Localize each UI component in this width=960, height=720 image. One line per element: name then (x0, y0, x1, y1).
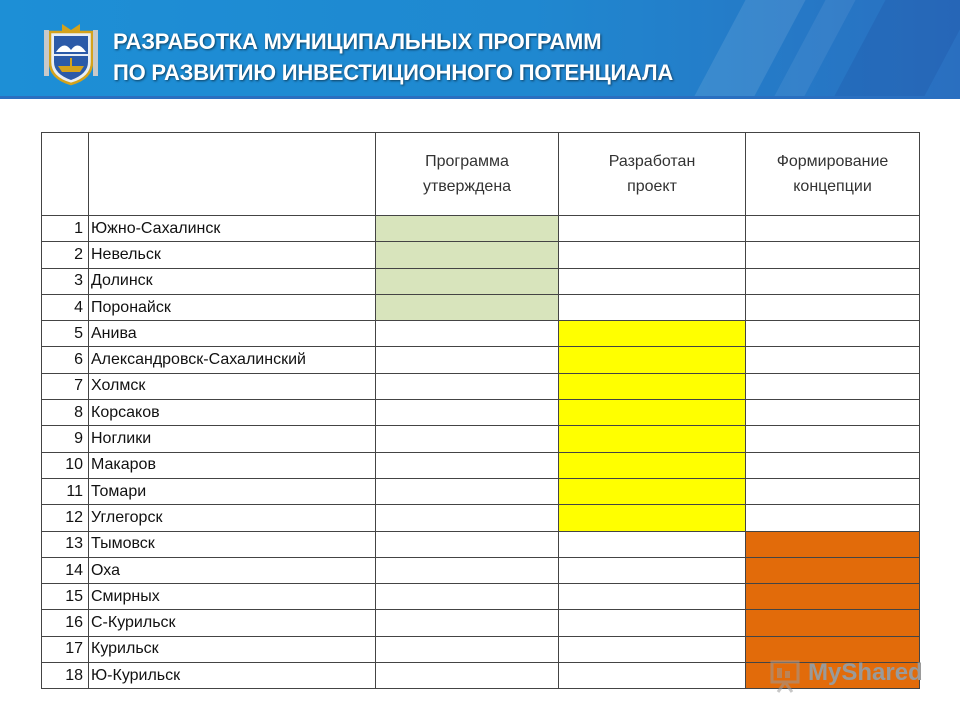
status-cell-approved (376, 373, 559, 399)
page-title (113, 26, 673, 88)
table-row (42, 400, 920, 426)
status-cell-concept (746, 294, 920, 320)
row-number: 12 (42, 505, 89, 531)
status-cell-approved (376, 452, 559, 478)
status-cell-approved (376, 663, 559, 689)
watermark-text: MyShared (808, 659, 923, 686)
status-cell-concept (746, 478, 920, 504)
table-header-row (42, 133, 920, 216)
table-row (42, 347, 920, 373)
status-cell-draft (559, 321, 746, 347)
header-cell-number (42, 133, 89, 216)
row-number: 18 (42, 663, 89, 689)
municipality-name: Тымовск (89, 531, 376, 557)
municipality-name: Макаров (89, 452, 376, 478)
status-cell-concept (746, 321, 920, 347)
municipality-name: Корсаков (89, 400, 376, 426)
row-number: 15 (42, 584, 89, 610)
status-cell-approved (376, 505, 559, 531)
row-number: 14 (42, 557, 89, 583)
header-cell-concept (746, 133, 920, 216)
status-cell-concept (746, 610, 920, 636)
status-cell-draft (559, 663, 746, 689)
table-row (42, 610, 920, 636)
status-cell-approved (376, 531, 559, 557)
decorative-stripe (834, 0, 960, 96)
header-divider (0, 96, 960, 99)
status-cell-draft (559, 531, 746, 557)
table-row (42, 373, 920, 399)
row-number: 5 (42, 321, 89, 347)
status-cell-concept (746, 216, 920, 242)
status-cell-draft (559, 347, 746, 373)
status-cell-draft (559, 505, 746, 531)
header-cell-draft (559, 133, 746, 216)
table-row (42, 268, 920, 294)
status-cell-concept (746, 242, 920, 268)
table-row (42, 505, 920, 531)
municipality-name: Смирных (89, 584, 376, 610)
status-cell-concept (746, 400, 920, 426)
header-label-draft: Разработан проект (608, 153, 696, 195)
municipality-name: Ю-Курильск (89, 663, 376, 689)
table-row (42, 321, 920, 347)
status-cell-draft (559, 610, 746, 636)
status-cell-approved (376, 216, 559, 242)
status-cell-concept (746, 268, 920, 294)
status-cell-draft (559, 426, 746, 452)
status-cell-concept (746, 347, 920, 373)
row-number: 17 (42, 636, 89, 662)
title-line-1: РАЗРАБОТКА МУНИЦИПАЛЬНЫХ ПРОГРАММ (113, 29, 602, 54)
status-cell-concept (746, 557, 920, 583)
table-row (42, 242, 920, 268)
status-cell-draft (559, 584, 746, 610)
table-row (42, 452, 920, 478)
row-number: 7 (42, 373, 89, 399)
row-number: 4 (42, 294, 89, 320)
row-number: 3 (42, 268, 89, 294)
municipality-name: Курильск (89, 636, 376, 662)
status-cell-draft (559, 636, 746, 662)
row-number: 2 (42, 242, 89, 268)
municipality-name: Углегорск (89, 505, 376, 531)
row-number: 6 (42, 347, 89, 373)
status-cell-concept (746, 531, 920, 557)
row-number: 13 (42, 531, 89, 557)
status-cell-draft (559, 400, 746, 426)
status-cell-approved (376, 610, 559, 636)
status-cell-approved (376, 584, 559, 610)
row-number: 11 (42, 478, 89, 504)
municipality-name: Ноглики (89, 426, 376, 452)
status-cell-draft (559, 557, 746, 583)
municipality-name: Холмск (89, 373, 376, 399)
municipality-name: Поронайск (89, 294, 376, 320)
municipality-name: С-Курильск (89, 610, 376, 636)
row-number: 10 (42, 452, 89, 478)
status-cell-approved (376, 636, 559, 662)
status-cell-draft (559, 294, 746, 320)
municipality-name: Анива (89, 321, 376, 347)
table-row (42, 584, 920, 610)
status-cell-approved (376, 426, 559, 452)
status-cell-approved (376, 347, 559, 373)
status-cell-concept (746, 452, 920, 478)
header-label-approved: Программа утверждена (422, 153, 512, 195)
header-cell-approved (376, 133, 559, 216)
status-cell-draft (559, 216, 746, 242)
row-number: 1 (42, 216, 89, 242)
table-row (42, 294, 920, 320)
status-cell-concept (746, 505, 920, 531)
table-row (42, 478, 920, 504)
status-cell-approved (376, 242, 559, 268)
status-cell-approved (376, 268, 559, 294)
header-label-concept: Формирование концепции (776, 153, 889, 195)
header-cell-municipality (89, 133, 376, 216)
status-cell-draft (559, 452, 746, 478)
status-cell-approved (376, 294, 559, 320)
title-line-2: ПО РАЗВИТИЮ ИНВЕСТИЦИОННОГО ПОТЕНЦИАЛА (113, 60, 674, 85)
sakhalin-coat-of-arms-icon (42, 22, 100, 86)
status-cell-approved (376, 321, 559, 347)
status-cell-draft (559, 268, 746, 294)
status-cell-draft (559, 242, 746, 268)
table-row (42, 426, 920, 452)
status-cell-approved (376, 557, 559, 583)
municipality-name: Оха (89, 557, 376, 583)
row-number: 16 (42, 610, 89, 636)
municipality-name: Южно-Сахалинск (89, 216, 376, 242)
status-cell-draft (559, 373, 746, 399)
row-number: 9 (42, 426, 89, 452)
header-banner (0, 0, 960, 96)
table-row (42, 557, 920, 583)
municipality-name: Долинск (89, 268, 376, 294)
status-cell-approved (376, 478, 559, 504)
table-row (42, 216, 920, 242)
status-cell-draft (559, 478, 746, 504)
table-row (42, 531, 920, 557)
municipality-name: Невельск (89, 242, 376, 268)
municipality-name: Александровск-Сахалинский (89, 347, 376, 373)
municipal-programs-table (41, 132, 920, 689)
status-cell-concept (746, 584, 920, 610)
municipality-name: Томари (89, 478, 376, 504)
status-cell-concept (746, 373, 920, 399)
row-number: 8 (42, 400, 89, 426)
status-cell-concept (746, 426, 920, 452)
status-cell-approved (376, 400, 559, 426)
